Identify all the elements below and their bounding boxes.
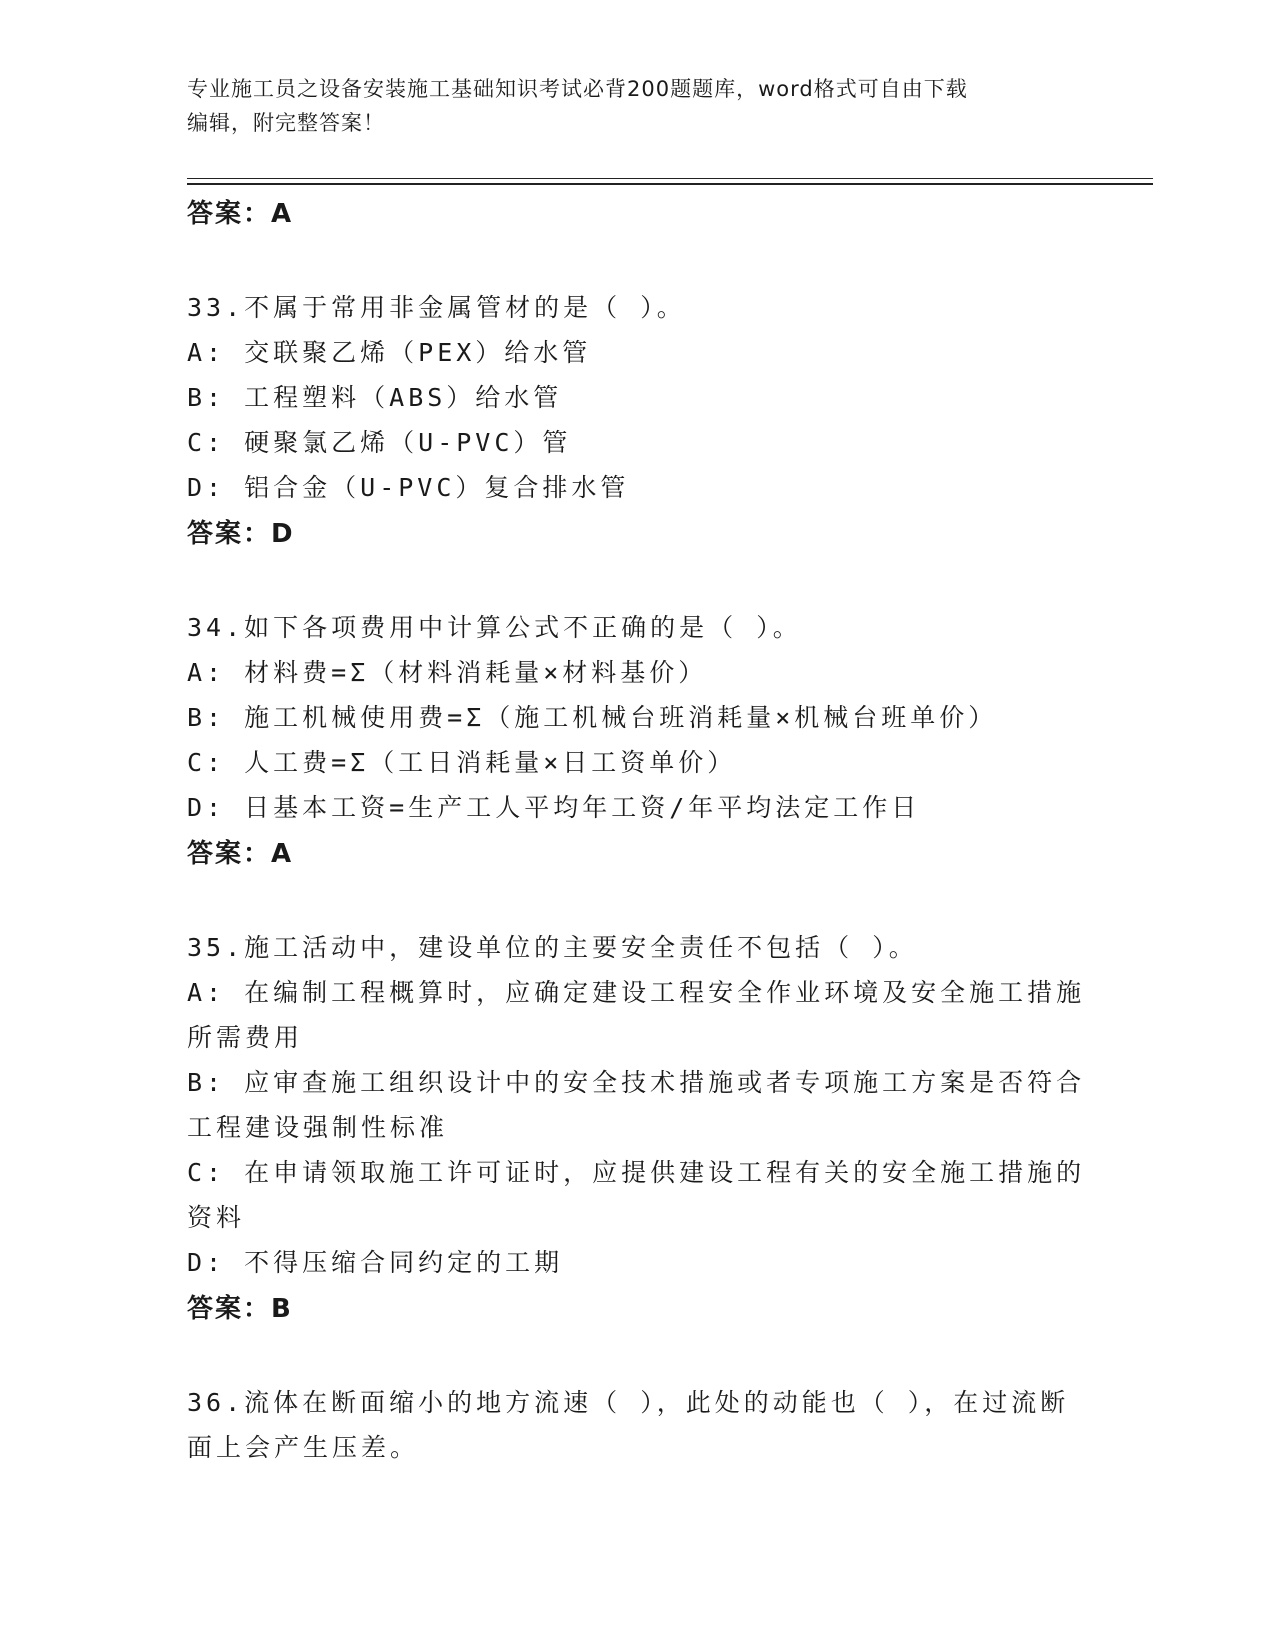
option-d: D: 不得压缩合同约定的工期 (187, 1248, 564, 1277)
question-34 (187, 605, 1087, 876)
option-a: A: 材料费=Σ（材料消耗量×材料基价） (187, 658, 708, 687)
question-stem: 35.施工活动中，建设单位的主要安全责任不包括（ ）。 (187, 933, 918, 962)
option-a: A: 交联聚乙烯（PEX）给水管 (187, 338, 592, 367)
option-b-continued: 工程建设强制性标准 (187, 1113, 449, 1142)
option-c: C: 人工费=Σ（工日消耗量×日工资单价） (187, 748, 737, 777)
question-list (187, 190, 1087, 1470)
option-a: A: 在编制工程概算时，应确定建设工程安全作业环境及安全施工措施 (187, 978, 1086, 1007)
answer-label: 答案：D (187, 519, 295, 549)
header-line-1: 专业施工员之设备安装施工基础知识考试必背200题题库，word格式可自由下载 (187, 77, 968, 101)
option-b: B: 工程塑料（ABS）给水管 (187, 383, 563, 412)
question-stem: 33.不属于常用非金属管材的是（ ）。 (187, 293, 686, 322)
option-c-continued: 资料 (187, 1203, 246, 1232)
header-rule-thick (187, 183, 1153, 185)
option-d: D: 日基本工资=生产工人平均年工资/年平均法定工作日 (187, 793, 921, 822)
option-c: C: 在申请领取施工许可证时，应提供建设工程有关的安全施工措施的 (187, 1158, 1086, 1187)
question-35 (187, 925, 1087, 1331)
answer-label: 答案：A (187, 839, 294, 869)
option-d: D: 铝合金（U-PVC）复合排水管 (187, 473, 630, 502)
question-33 (187, 285, 1087, 556)
question-stem: 34.如下各项费用中计算公式不正确的是（ ）。 (187, 613, 802, 642)
header-rule-thin (187, 178, 1153, 179)
document-header (187, 72, 1067, 140)
option-a-continued: 所需费用 (187, 1023, 304, 1052)
question-stem: 36.流体在断面缩小的地方流速（ ），此处的动能也（ ），在过流断 (187, 1388, 1070, 1417)
question-36 (187, 1380, 1087, 1470)
option-c: C: 硬聚氯乙烯（U-PVC）管 (187, 428, 572, 457)
option-b: B: 应审查施工组织设计中的安全技术措施或者专项施工方案是否符合 (187, 1068, 1086, 1097)
question-stem-continued: 面上会产生压差。 (187, 1433, 420, 1462)
answer-label: 答案：A (187, 199, 294, 229)
header-line-2: 编辑，附完整答案！ (187, 111, 385, 135)
answer-label: 答案：B (187, 1294, 293, 1324)
option-b: B: 施工机械使用费=Σ（施工机械台班消耗量×机械台班单价） (187, 703, 998, 732)
